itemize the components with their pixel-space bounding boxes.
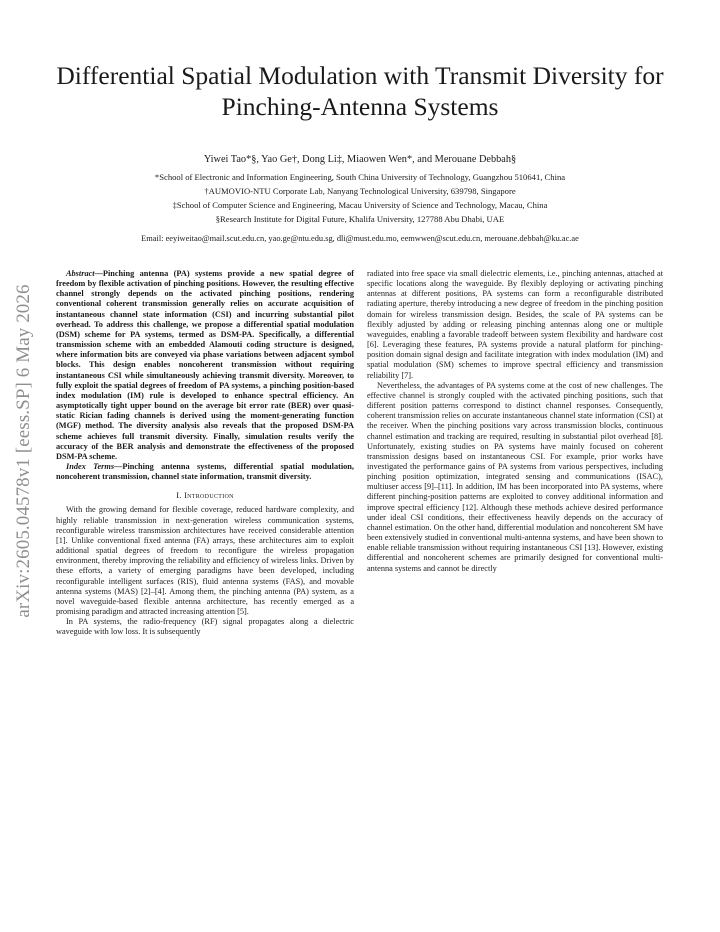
email-line: Email: eeyiweitao@mail.scut.edu.cn, yao.ge@ntu.edu.sg, dli@must.edu.mo, eemwwen@scut.edu.cn, merouane.debbah@ku.ac.ae [141, 234, 579, 243]
author-list: Yiwei Tao*§, Yao Ge†, Dong Li‡, Miaowen Wen*, and Merouane Debbah§ [203, 154, 517, 165]
index-terms [56, 462, 354, 482]
body-paragraph: Nevertheless, the advantages of PA systems come at the cost of new challenges. The effective channel is strongly coupled with the activated pinching positions, such that different position patterns correspond to distinct channel responses. Consequently, coherent transmission relies on accurate instantaneous channel state information (CSI) at the receiver. When the pinching positions vary across transmission blocks, continuous channel estimation and tracking are required, resulting in substantial pilot overhead [8]. Unfortunately, existing studies on PA systems have mainly focused on coherent transmission designs based on instantaneous CSI. For example, prior works have investigated the performance gains of PA systems from various perspectives, including pinching position optimization, integrated sensing and communications (ISAC), multiuser access [9]–[11]. In addition, IM has been incorporated into PA systems, where different pinching-position patterns are exploited to convey additional information and improve spectral efficiency [12]. Although these methods achieve desired performance under ideal CSI conditions, their effectiveness heavily depends on the accuracy of channel estimation. On the other hand, differential modulation and noncoherent SM have been extensively studied in conventional multi-antenna systems, and have been shown to enable reliable transmission without requiring instantaneous CSI [13]. However, existing differential and noncoherent schemes are primarily designed for conventional multi-antenna systems and cannot be directly [367, 380, 663, 573]
arxiv-stamp: arXiv:2605.04578v1 [eess.SP] 6 May 2026 [13, 284, 34, 618]
abstract-text: Pinching antenna (PA) systems provide a new spatial degree of freedom by flexible activation of pinching positions. However, the resulting effective channel strongly depends on the activated pinching positions, rendering conventional coherent transmission generally relies on accurate acquisition of instantaneous channel state information (CSI) and incurring substantial pilot overhead. To address this challenge, we propose a differential spatial modulation (DSM) scheme for PA systems, termed as DSM-PA. Specifically, a differential transmission scheme with an embedded Alamouti coding structure is designed, where information bits are conveyed via phase variations between adjacent symbol blocks. This design enables noncoherent transmission without requiring instantaneous CSI while simultaneously achieving transmit diversity. Moreover, to fully exploit the spatial degrees of freedom of PA systems, a pinching position-based index modulation (IM) rule is developed to enhance spectral efficiency. An asymptotically tight upper bound on the average bit error rate (BER) over quasi-static Rician fading channels is derived using the moment-generating function (MGF) method. The diversity analysis also reveals that the proposed DSM-PA scheme achieves full transmit diversity. Finally, simulation results verify the accuracy of the BER analysis and demonstrate the effectiveness of the proposed DSM-PA scheme. [56, 269, 354, 461]
affiliation-ntu: †AUMOVIO-NTU Corporate Lab, Nanyang Technological University, 639798, Singapore [204, 186, 516, 196]
affiliation-list [20, 170, 700, 226]
affiliation-khalifa: §Research Institute for Digital Future, Khalifa University, 127788 Abu Dhabi, UAE [215, 214, 505, 224]
section-heading-introduction: I. Introduction [176, 491, 234, 501]
right-column [367, 269, 663, 574]
paper-title: Differential Spatial Modulation with Transmit Diversity for Pinching-Antenna Systems [56, 61, 664, 121]
left-column [56, 269, 354, 637]
abstract-label: Abstract— [66, 269, 103, 278]
body-paragraph-continued: radiated into free space via small dielectric elements, i.e., pinching antennas, attached at specific locations along the waveguide. By flexibly deploying or activating pinching antennas at different positions, PA systems can form a reconfigurable distributed radiating aperture, thereby introducing a new degree of freedom in the pinching position domain for wireless transmission design. Besides, the scale of PA systems can be flexibly adjusted by adding or releasing pinching antennas along one or multiple waveguides, enabling a favorable tradeoff between system flexibility and hardware cost [6]. Leveraging these features, PA systems provide a natural platform for pinching-position domain signal design and facilitate integration with index modulation (IM) and spatial modulation (SM) schemes to improve spectral efficiency and transmission reliability [7]. [367, 269, 663, 380]
index-terms-label: Index Terms— [66, 461, 123, 471]
body-paragraph: In PA systems, the radio-frequency (RF) signal propagates along a dielectric waveguide with low loss. It is subsequently [56, 617, 354, 637]
affiliation-must: ‡School of Computer Science and Engineering, Macau University of Science and Technology, Macau, China [172, 200, 548, 210]
index-terms-text: Pinching antenna systems, differential spatial modulation, noncoherent transmission, channel state information, transmit diversity. [56, 461, 354, 482]
abstract [56, 269, 354, 462]
affiliation-scut: *School of Electronic and Information Engineering, South China University of Technology, Guangzhou 510641, China [154, 172, 566, 182]
body-paragraph: With the growing demand for flexible coverage, reduced hardware complexity, and highly reliable transmission in next-generation wireless communication systems, reconfigurable wireless transmission architectures have received considerable attention [1]. Unlike conventional fixed antenna (FA) arrays, these architectures aim to exploit additional spatial degrees of freedom to reconfigure the wireless propagation environment, thereby improving the reliability and efficiency of wireless links. Driven by these efforts, a variety of emerging paradigms have been developed, including reconfigurable intelligent surfaces (RIS), fluid antenna systems (FAS), and movable antenna systems (MAS) [2]–[4]. Among them, the pinching antenna (PA) system, as a novel waveguide-based flexible antenna architecture, has recently emerged as a promising paradigm and attracted increasing attention [5]. [56, 505, 354, 616]
